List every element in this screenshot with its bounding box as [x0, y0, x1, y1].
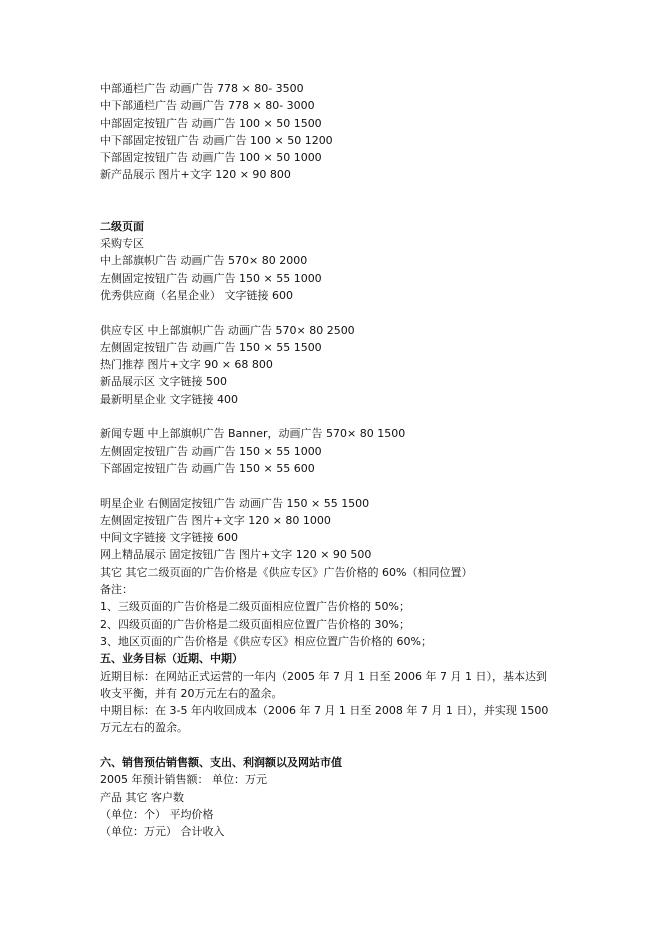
text-line: 网上精品展示 固定按钮广告 图片+文字 120 × 90 500: [100, 548, 372, 562]
text-line: 产品 其它 客户数: [100, 790, 184, 804]
text-line: 下部固定按钮广告 动画广告 100 × 50 1000: [100, 151, 322, 165]
section-heading-5: 五、业务目标（近期、中期）: [100, 652, 243, 666]
text-line: 优秀供应商（名星企业） 文字链接 600: [100, 288, 293, 302]
text-line: 采购专区: [100, 237, 144, 251]
text-line: 中间文字链接 文字链接 600: [100, 531, 238, 545]
text-line: 热门推荐 图片+文字 90 × 68 800: [100, 358, 273, 372]
text-line: 新闻专题 中上部旗帜广告 Banner，动画广告 570× 80 1500: [100, 427, 406, 441]
text-line: 万元左右的盈余。: [100, 721, 188, 735]
text-line: 中下部固定按钮广告 动画广告 100 × 50 1200: [100, 133, 333, 147]
sales-forecast-block: [100, 771, 580, 840]
star-enterprise-block: [100, 495, 580, 651]
section-heading-6: 六、销售预估销售额、支出、利润额以及网站市值: [100, 755, 342, 769]
text-line: 备注：: [100, 583, 133, 597]
text-line: 中部固定按钮广告 动画广告 100 × 50 1500: [100, 116, 322, 130]
purchase-zone-block: [100, 235, 580, 304]
text-line: 新产品展示 图片+文字 120 × 90 800: [100, 168, 291, 182]
text-line: 中期目标：在 3-5 年内收回成本（2006 年 7 月 1 日至 2008 年 7 月 1 日），并实现 1500: [100, 704, 549, 718]
text-line: 3、地区页面的广告价格是《供应专区》相应位置广告价格的 60%；: [100, 634, 432, 648]
text-line: 2、四级页面的广告价格是二级页面相应位置广告价格的 30%；: [100, 617, 410, 631]
text-line: 收支平衡，并有 20万元左右的盈余。: [100, 686, 283, 700]
text-line: 左侧固定按钮广告 动画广告 150 × 55 1500: [100, 340, 322, 354]
text-line: 左侧固定按钮广告 动画广告 150 × 55 1000: [100, 444, 322, 458]
ad-list-top: [100, 80, 580, 184]
spacer: [100, 477, 580, 494]
text-line: 2005 年预计销售额： 单位：万元: [100, 773, 267, 787]
text-line: 近期目标：在网站正式运营的一年内（2005 年 7 月 1 日至 2006 年 7 月 1 日），基本达到: [100, 669, 547, 683]
text-line: 下部固定按钮广告 动画广告 150 × 55 600: [100, 461, 315, 475]
spacer: [100, 737, 580, 754]
text-line: （单位：个） 平均价格: [100, 807, 214, 821]
spacer: [100, 304, 580, 321]
text-line: 其它 其它二级页面的广告价格是《供应专区》广告价格的 60%（相同位置）: [100, 565, 473, 579]
section-heading-level2: 二级页面: [100, 219, 144, 233]
text-line: 明星企业 右侧固定按钮广告 动画广告 150 × 55 1500: [100, 496, 370, 510]
text-line: 左侧固定按钮广告 动画广告 150 × 55 1000: [100, 271, 322, 285]
supply-zone-block: [100, 322, 580, 408]
text-line: 中上部旗帜广告 动画广告 570× 80 2000: [100, 254, 308, 268]
spacer: [100, 408, 580, 425]
business-goals-block: [100, 668, 580, 737]
text-line: 供应专区 中上部旗帜广告 动画广告 570× 80 2500: [100, 323, 355, 337]
text-line: 中下部通栏广告 动画广告 778 × 80- 3000: [100, 99, 315, 113]
news-topic-block: [100, 425, 580, 477]
text-line: 最新明星企业 文字链接 400: [100, 392, 238, 406]
text-line: 左侧固定按钮广告 图片+文字 120 × 80 1000: [100, 513, 331, 527]
text-line: 1、三级页面的广告价格是二级页面相应位置广告价格的 50%；: [100, 600, 410, 614]
text-line: 中部通栏广告 动画广告 778 × 80- 3500: [100, 82, 304, 95]
text-line: （单位：万元） 合计收入: [100, 825, 225, 839]
spacer: [100, 184, 580, 218]
document-page: [100, 80, 580, 840]
text-line: 新品展示区 文字链接 500: [100, 375, 227, 389]
